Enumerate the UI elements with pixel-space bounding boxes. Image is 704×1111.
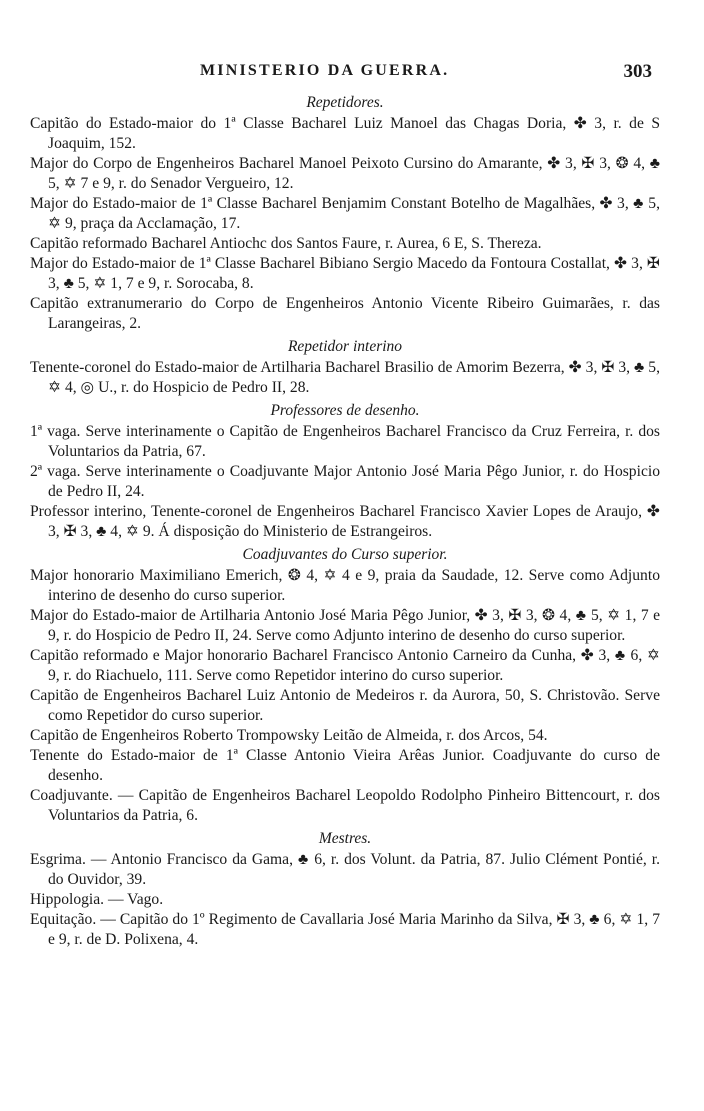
entry: Capitão extranumerario do Corpo de Engenheiros Antonio Vicente Ribeiro Guimarães, r. das Larangeiras, 2. <box>30 295 660 332</box>
entry: Capitão reformado e Major honorario Bacharel Francisco Antonio Carneiro da Cunha, ✤ 3, ♣ 6, ✡ 9, r. do Riachuelo, 111. Serve como Repetidor interino do curso superior. <box>30 647 660 684</box>
entry: 2ª vaga. Serve interinamente o Coadjuvante Major Antonio José Maria Pêgo Junior, r. do Hospicio de Pedro II, 24. <box>30 463 660 500</box>
entry: Tenente-coronel do Estado-maior de Artilharia Bacharel Brasilio de Amorim Bezerra, ✤ 3, ✠ 3, ♣ 5, ✡ 4, ◎ U., r. do Hospicio de Pedro II, 28. <box>30 359 660 396</box>
entry: Coadjuvante. — Capitão de Engenheiros Bacharel Leopoldo Rodolpho Pinheiro Bittencourt, r. dos Voluntarios da Patria, 6. <box>30 787 660 824</box>
entry: Professor interino, Tenente-coronel de Engenheiros Bacharel Francisco Xavier Lopes de Araujo, ✤ 3, ✠ 3, ♣ 4, ✡ 9. Á disposição do Ministerio de Estrangeiros. <box>30 503 660 540</box>
entry: Major do Corpo de Engenheiros Bacharel Manoel Peixoto Cursino do Amarante, ✤ 3, ✠ 3, ❂ 4, ♣ 5, ✡ 7 e 9, r. do Senador Vergueiro, 12. <box>30 155 660 192</box>
entry: Tenente do Estado-maior de 1ª Classe Antonio Vieira Arêas Junior. Coadjuvante do curso de desenho. <box>30 747 660 784</box>
page-number: 303 <box>623 61 652 82</box>
section-heading-mestres: Mestres. <box>318 830 372 847</box>
section-heading-repetidor-interino: Repetidor interino <box>287 338 403 355</box>
section-heading-coadjuvantes: Coadjuvantes do Curso superior. <box>242 546 448 563</box>
entry: Major do Estado-maior de 1ª Classe Bacharel Bibiano Sergio Macedo da Fontoura Costallat, ✤ 3, ✠ 3, ♣ 5, ✡ 1, 7 e 9, r. Sorocaba, 8. <box>30 255 660 292</box>
entry: Major do Estado-maior de 1ª Classe Bacharel Benjamim Constant Botelho de Magalhães, ✤ 3, ♣ 5, ✡ 9, praça da Acclamação, 17. <box>30 195 660 232</box>
entry: Capitão reformado Bacharel Antiochc dos Santos Faure, r. Aurea, 6 E, S. Thereza. <box>30 235 542 252</box>
entry: Hippologia. — Vago. <box>30 891 164 908</box>
entry: Capitão de Engenheiros Bacharel Luiz Antonio de Medeiros r. da Aurora, 50, S. Christovão. Serve como Repetidor do curso superior. <box>30 687 660 724</box>
section-heading-repetidores: Repetidores. <box>306 94 384 111</box>
entry: Equitação. — Capitão do 1º Regimento de Cavallaria José Maria Marinho da Silva, ✠ 3, ♣ 6, ✡ 1, 7 e 9, r. de D. Polixena, 4. <box>30 911 660 948</box>
entry: Capitão de Engenheiros Roberto Trompowsky Leitão de Almeida, r. dos Arcos, 54. <box>30 727 548 744</box>
page-body <box>30 90 660 950</box>
entry: Esgrima. — Antonio Francisco da Gama, ♣ 6, r. dos Volunt. da Patria, 87. Julio Clément Pontié, r. do Ouvidor, 39. <box>30 851 660 888</box>
entry: Major do Estado-maior de Artilharia Antonio José Maria Pêgo Junior, ✤ 3, ✠ 3, ❂ 4, ♣ 5, ✡ 1, 7 e 9, r. do Hospicio de Pedro II, 24. Serve como Adjunto interino de desenho do curso superior. <box>30 607 660 644</box>
entry: 1ª vaga. Serve interinamente o Capitão de Engenheiros Bacharel Francisco da Cruz Ferreira, r. dos Voluntarios da Patria, 67. <box>30 423 660 460</box>
entry: Capitão do Estado-maior do 1ª Classe Bacharel Luiz Manoel das Chagas Doria, ✤ 3, r. de S Joaquim, 152. <box>30 115 660 152</box>
section-heading-professores: Professores de desenho. <box>270 402 420 419</box>
entry: Major honorario Maximiliano Emerich, ❂ 4, ✡ 4 e 9, praia da Saudade, 12. Serve como Adjunto interino de desenho do curso superior. <box>30 567 660 604</box>
running-title: MINISTERIO DA GUERRA. <box>200 62 450 79</box>
page-header <box>0 62 704 86</box>
